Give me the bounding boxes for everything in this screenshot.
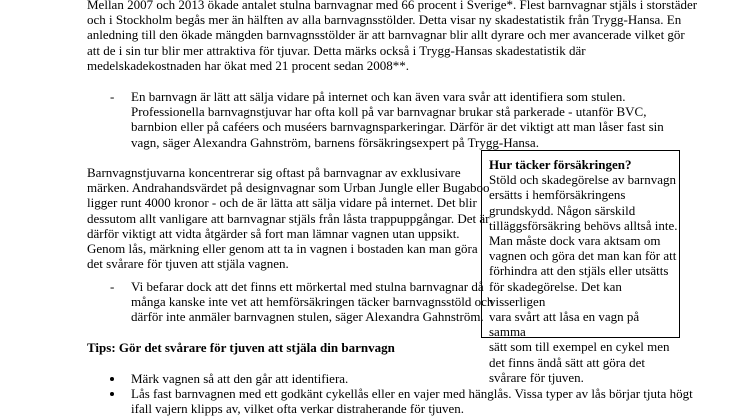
- quote2-paragraph: [131, 279, 493, 325]
- tips-list: [131, 371, 693, 417]
- box-line: Man måste dock vara aktsam om: [489, 233, 661, 249]
- tips-item: [131, 386, 693, 416]
- box-line: sätt som till exempel en cykel men: [489, 339, 670, 355]
- box-line: vagnen och göra det man kan för att: [489, 248, 677, 264]
- box-line: grundskydd. Någon särskild: [489, 202, 636, 218]
- quote2-dash: -: [110, 279, 115, 294]
- quote1-line: Professionella barnvagnstjuvar har ofta koll på var barnvagnar brukar stå parkerade - utanför BVC,: [131, 104, 647, 120]
- intro-paragraph: [87, 0, 697, 73]
- insurance-info-box: [481, 150, 680, 385]
- body-line: Barnvagnstjuvarna koncentrerar sig oftast på barnvagnar av exklusivare: [87, 165, 461, 180]
- box-line: vara svårt att låsa en vagn på samma: [489, 309, 640, 340]
- quote2-line: därför inte anmäler barnvagnen stulen, säger Alexandra Gahnström.: [131, 309, 484, 325]
- quote1-line: En barnvagn är lätt att sälja vidare på internet och kan även vara svår att identifiera som stulen.: [131, 89, 626, 104]
- tips-item-line: Märk vagnen så att den går att identifiera.: [131, 371, 349, 386]
- box-title: Hur täcker försäkringen?: [489, 157, 632, 172]
- body-line: ligger runt 4000 kronor - och de är lätta att sälja vidare på internet. Det blir: [87, 195, 477, 211]
- quote2-line: många kanske inte vet att hemförsäkringen täcker barnvagnsstöld och: [131, 294, 494, 310]
- body-line: därför viktigt att vidta åtgärder så fort man lämnar vagnen utan uppsikt.: [87, 225, 460, 241]
- box-line: svårare för tjuven.: [489, 369, 584, 385]
- tips-item-line: ifall vajern klipps av, vilket ofta verkar distraherande för tjuven.: [131, 401, 465, 417]
- intro-line: Mellan 2007 och 2013 ökade antalet stulna barnvagnar med 66 procent i Sverige*. Flest barnvagnar stjäls i storstäder: [87, 0, 698, 12]
- quote1-dash: -: [110, 89, 115, 104]
- tips-item: [131, 371, 693, 386]
- intro-line: att de i sin tur blir mer attraktiva för tjuvar. Detta märks också i Trygg-Hansas skadestatistik där: [87, 42, 586, 58]
- intro-line: medelskadekostnaden har ökat med 21 procent sedan 2008**.: [87, 57, 410, 73]
- body-line: dessutom allt vanligare att barnvagnar stjäls från låsta trappuppgångar. Det är: [87, 210, 490, 226]
- box-line: tilläggsförsäkring behövs alltså inte.: [489, 217, 678, 233]
- box-line: Stöld och skadegörelse av barnvagn: [489, 172, 677, 188]
- quote1-line: vagn, säger Alexandra Gahnström, barnens försäkringsexpert på Trygg-Hansa.: [131, 134, 539, 150]
- body-paragraph: [87, 165, 490, 271]
- quote2-line: Vi befarar dock att det finns ett mörkertal med stulna barnvagnar då: [131, 279, 484, 294]
- quote1-paragraph: [131, 89, 664, 150]
- box-line: för skadegörelse. Det kan visserligen: [489, 278, 622, 309]
- quote1-line: barnbion eller på caféers och muséers barnvagnsparkeringar. Därför är det viktigt att man låser fast sin: [131, 119, 664, 135]
- body-line: märken. Andrahandsvärdet på designvagnar som Urban Jungle eller Bugaboo: [87, 180, 490, 196]
- body-line: Genom lås, märkning eller genom att ta in vagnen i bostaden kan man göra: [87, 241, 478, 257]
- intro-line: och i Stockholm begås mer än hälften av alla barnvagnsstölder. Detta visar ny skadestatistik från Trygg-Hansa. En: [87, 12, 682, 28]
- tips-item-line: Lås fast barnvagnen med ett godkänt cykellås eller en vajer med hänglås. Vissa typer av lås börjar tjuta högt: [131, 386, 693, 402]
- tips-heading: Tips: Gör det svårare för tjuven att stjäla din barnvagn: [87, 340, 395, 355]
- intro-line: anledning till den ökade mängden barnvagnsstölder är att barnvagnar blir allt dyrare och mer avancerade vilket gör: [87, 27, 685, 43]
- box-line: det finns ändå sätt att göra det: [489, 354, 645, 370]
- body-line: det svårare för tjuven att stjäla vagnen.: [87, 256, 289, 272]
- box-line: ersätts i hemförsäkringens: [489, 187, 626, 203]
- box-line: förhindra att den stjäls eller utsätts: [489, 263, 669, 279]
